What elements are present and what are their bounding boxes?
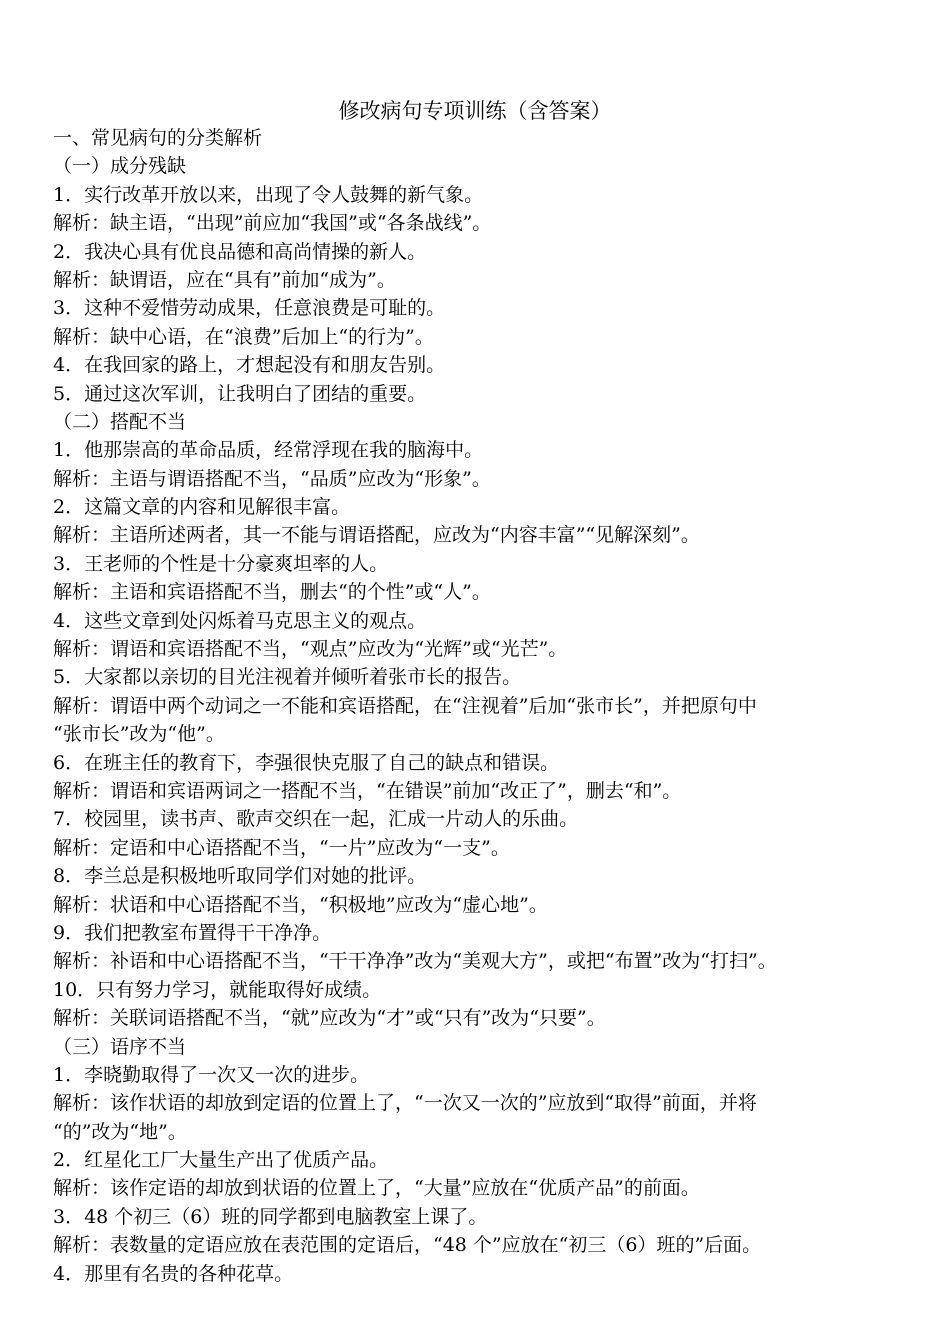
text-line: 解析：定语和中心语搭配不当，“一片”应改为“一支”。 xyxy=(53,836,510,859)
text-line: 解析：谓语和宾语搭配不当，“观点”应改为“光辉”或“光芒”。 xyxy=(53,638,568,661)
text-line: 解析：该作定语的却放到状语的位置上了，“大量”应放在“优质产品”的前面。 xyxy=(53,1177,700,1200)
text-line: 9．我们把教室布置得干干净净。 xyxy=(53,921,332,944)
text-line: 解析：状语和中心语搭配不当，“积极地”应改为“虚心地”。 xyxy=(53,893,548,916)
text-line: 4．在我回家的路上，才想起没有和朋友告别。 xyxy=(53,354,446,377)
text-line: 解析：缺主语，“出现”前应加“我国”或“各条战线”。 xyxy=(53,212,492,235)
text-line: 解析：主语和宾语搭配不当，删去“的个性”或“人”。 xyxy=(53,581,491,604)
text-line: 3．48 个初三（6）班的同学都到电脑教室上课了。 xyxy=(53,1205,488,1228)
text-line: 解析：缺谓语，应在“具有”前加“成为”。 xyxy=(53,268,396,291)
text-line: 解析：关联词语搭配不当，“就”应改为“才”或“只有”改为“只要”。 xyxy=(53,1007,606,1030)
text-line: 解析：谓语中两个动词之一不能和宾语搭配，在“注视着”后加“张市长”，并把原句中 xyxy=(53,694,757,717)
text-line: 4．那里有名贵的各种花草。 xyxy=(53,1262,294,1285)
text-line: 3．这种不爱惜劳动成果，任意浪费是可耻的。 xyxy=(53,297,446,320)
text-line: 1．李晓勤取得了一次又一次的进步。 xyxy=(53,1063,370,1086)
text-line: 解析：表数量的定语应放在表范围的定语后，“48 个”应放在“初三（6）班的”后面。 xyxy=(53,1234,762,1257)
text-line: 解析：缺中心语，在“浪费”后加上“的行为”。 xyxy=(53,325,434,348)
document-body xyxy=(53,124,901,1288)
text-line: 解析：谓语和宾语两词之一搭配不当，“在错误”前加“改正了”，删去“和”。 xyxy=(53,779,682,802)
text-line: 2．我决心具有优良品德和高尚情操的新人。 xyxy=(53,240,427,263)
text-line: 6．在班主任的教育下，李强很快克服了自己的缺点和错误。 xyxy=(53,751,560,774)
text-line: 10．只有努力学习，就能取得好成绩。 xyxy=(53,978,382,1001)
text-line: 1．他那崇高的革命品质，经常浮现在我的脑海中。 xyxy=(53,439,484,462)
text-line: 2．红星化工厂大量生产出了优质产品。 xyxy=(53,1149,389,1172)
text-line: 解析：补语和中心语搭配不当，“干干净净”改为“美观大方”，或把“布置”改为“打扫”。 xyxy=(53,950,777,973)
text-line: 7．校园里，读书声、歌声交织在一起，汇成一片动人的乐曲。 xyxy=(53,808,579,831)
text-line: 一、常见病句的分类解析 xyxy=(53,127,263,149)
text-line: 1．实行改革开放以来，出现了令人鼓舞的新气象。 xyxy=(53,183,484,206)
text-line: 解析：该作状语的却放到定语的位置上了，“一次又一次的”应放到“取得”前面，并将 xyxy=(53,1092,757,1115)
text-line: （二）搭配不当 xyxy=(53,410,187,433)
document-title: 修改病句专项训练（含答案） xyxy=(338,99,612,123)
text-line: 4．这些文章到处闪烁着马克思主义的观点。 xyxy=(53,609,427,632)
text-line: 解析：主语所述两者，其一不能与谓语搭配，应改为“内容丰富”“见解深刻”。 xyxy=(53,524,700,547)
text-line: “的”改为“地”。 xyxy=(53,1120,187,1143)
text-line: 2．这篇文章的内容和见解很丰富。 xyxy=(53,496,351,519)
text-line: 5．通过这次军训，让我明白了团结的重要。 xyxy=(53,382,427,405)
text-line: （一）成分残缺 xyxy=(53,155,187,178)
text-line: 解析：主语与谓语搭配不当，“品质”应改为“形象”。 xyxy=(53,467,491,490)
text-line: “张市长”改为“他”。 xyxy=(53,723,225,746)
text-line: （三）语序不当 xyxy=(53,1035,187,1058)
text-line: 3．王老师的个性是十分豪爽坦率的人。 xyxy=(53,552,389,575)
text-line: 8．李兰总是积极地听取同学们对她的批评。 xyxy=(53,865,427,888)
text-line: 5．大家都以亲切的目光注视着并倾听着张市长的报告。 xyxy=(53,666,522,689)
